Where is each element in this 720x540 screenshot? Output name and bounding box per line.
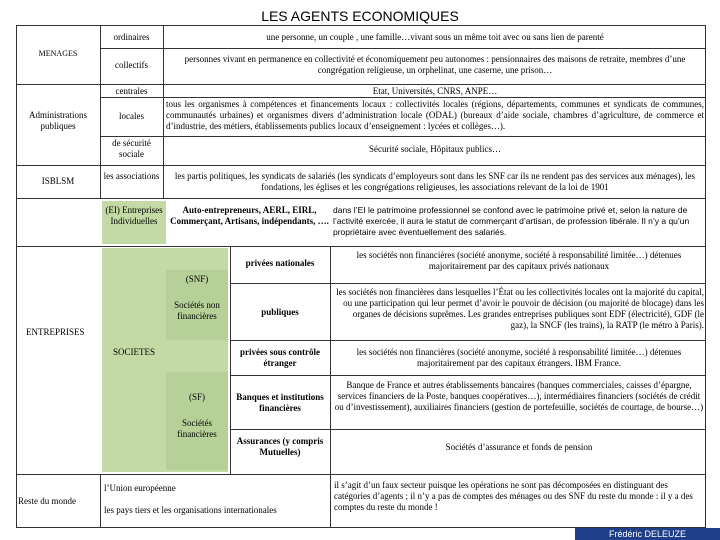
ei-examples: Auto-entrepreneurs, AERL, EIRL, Commerçant, Artisans, indépendants, ….	[170, 205, 329, 226]
privees-etr: privées sous contrôle étranger	[240, 347, 320, 368]
admin-label: Administrations publiques	[29, 110, 87, 131]
menages-label: MENAGES	[38, 49, 78, 58]
admin-locales-desc: tous les organismes à compétences et financements locaux : collectivités locales (régions, départements, communes et syndicats de communes, communautés urbaines) et organismes divers d’administration locale (ODAL) (bureaux d’aide sociale, chambres d’agriculture, de commerce et d’industrie, des métiers, établissements publics locaux d’enseignement : lycées et collèges…).	[166, 99, 704, 131]
assurances-desc: Sociétés d’assurance et fonds de pension	[445, 442, 593, 452]
publiques-desc: les sociétés non financières dans lesquelles l’État ou les collectivités locales ont la majorité du capital, ou une participation qui leur permet d’avoir le pouvoir de décision (ou majorité de blocage) dans les organes de décisions suprêmes. Les grandes entreprises publiques sont EDF (électricité), GDF (le gaz), la SNCF (les trains), la RATP (le métro à Paris).	[336, 287, 704, 330]
admin-centrales: centrales	[115, 86, 148, 96]
privees-nat-desc: les sociétés non financières (société anonyme, société à responsabilité limitée…) détenues majoritairement par des capitaux privés nationaux	[356, 250, 682, 271]
ei-label: (EI) Entreprises Individuelles	[105, 205, 163, 226]
entreprises-label: ENTREPRISES	[26, 327, 85, 337]
banques-desc: Banque de France et autres établissements bancaires (banques commerciales, caisses d’épargne, services financiers de la Poste, banques coopératives…), intermédiaires financiers (sociétés de crédit ou d’investissement), auxiliaires financiers (gestion de portefeuille, sociétés de courtage, de bourse…)	[334, 380, 704, 412]
isblsm-label: ISBLSM	[41, 176, 75, 186]
rdm-tiers: les pays tiers et les organisations internationales	[104, 505, 277, 515]
isblsm-associations-desc: les partis politiques, les syndicats de salariés (les syndicats d’employeurs sont dans les SNF car ils ne rendent pas des services aux ménages), les fondations, les églises et les congrégations religieuses, les associations relevant de la loi de 1901	[174, 171, 696, 192]
assurances: Assurances (y compris Mutuelles)	[236, 436, 324, 457]
rdm-ue: l’Union européenne	[104, 483, 176, 493]
societes-label: SOCIETES	[112, 347, 155, 357]
sf-label: (SF)	[188, 392, 205, 402]
menages-ordinaires-desc: une personne, un couple , une famille…vivant sous un même toit avec ou sans lien de parenté	[266, 32, 604, 42]
menages-ordinaires: ordinaires	[113, 32, 150, 42]
ei-desc: dans l’EI le patrimoine professionnel se confond avec le patrimoine privé et, selon la nature de l’activité exercée, il aura le statut de commerçant d’artisan, de profession libérale. Il n’y a qu’un propriétaire avec éventuellement des salariés.	[333, 205, 690, 237]
publiques: publiques	[261, 307, 299, 317]
author-badge: Frédéric DELEUZE	[575, 528, 720, 540]
admin-centrales-desc: Etat, Universités, CNRS, ANPE…	[372, 86, 498, 96]
rdm-label: Reste du monde	[18, 496, 76, 506]
menages-collectifs: collectifs	[115, 60, 148, 70]
page-title: LES AGENTS ECONOMIQUES	[261, 8, 459, 24]
privees-nat: privées nationales	[245, 258, 315, 268]
rdm-desc: il s’agit d’un faux secteur puisque les opérations ne sont pas décomposées en distinguant des catégories d’agents ; il n’y a pas de comptes des ménages ou des SNF du reste du monde : il y a des comptes du reste du monde !	[334, 480, 693, 512]
snf-sub: Sociétés non financières	[174, 300, 220, 321]
admin-locales: locales	[119, 111, 144, 121]
banques: Banques et institutions financières	[236, 392, 324, 413]
menages-collectifs-desc: personnes vivant en permanence en collectivité et économiquement peu autonomes : pensionnaires des maisons de retraite, membres d’une congrégation religieuse, un orphelinat, une caserne, une prison…	[184, 54, 686, 75]
sf-sub: Sociétés financières	[177, 418, 217, 439]
admin-secu: de sécurité sociale	[112, 138, 151, 159]
admin-secu-desc: Sécurité sociale, Hôpitaux publics…	[369, 144, 501, 154]
snf-label: (SNF)	[185, 274, 209, 284]
privees-etr-desc: les sociétés non financières (société anonyme, société à responsabilité limitée…) détenues majoritairement par des capitaux étrangers. IBM France.	[356, 347, 682, 368]
isblsm-associations: les associations	[103, 171, 160, 181]
